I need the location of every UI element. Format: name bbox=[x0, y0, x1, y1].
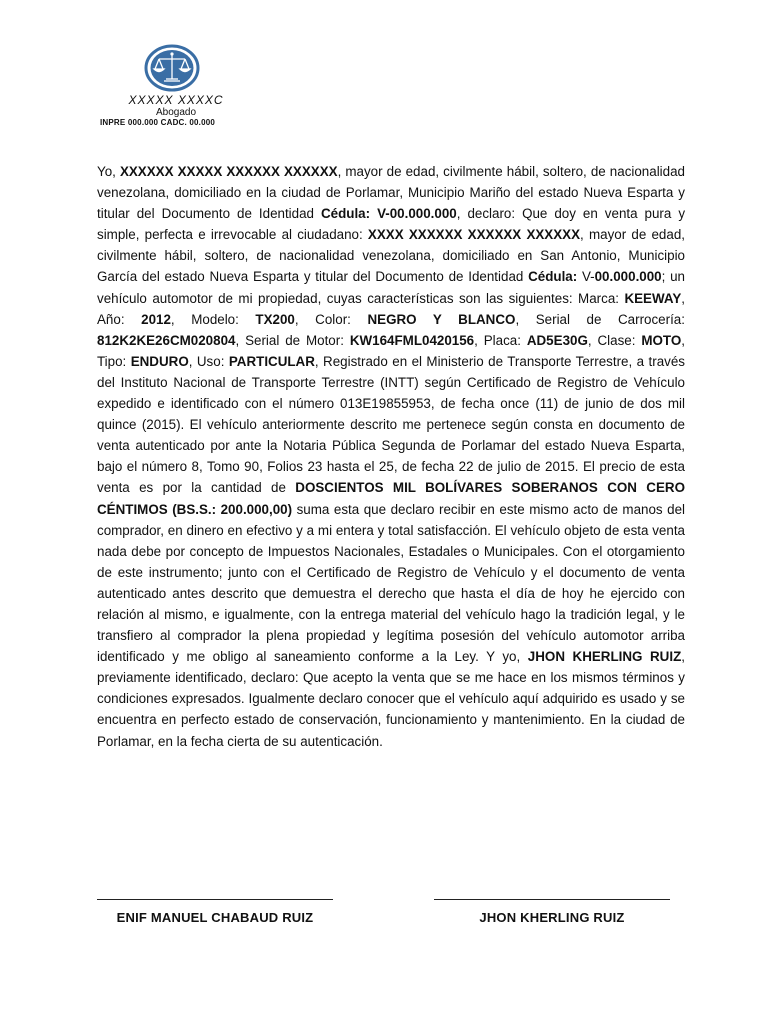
scales-of-justice-icon bbox=[144, 44, 200, 92]
document-body bbox=[97, 161, 685, 752]
bold-text-segment: TX200 bbox=[255, 311, 295, 327]
text-segment: , Tipo: bbox=[97, 332, 685, 369]
lawyer-name: XXXXX XXXXC bbox=[128, 93, 224, 107]
bold-text-segment: Cédula: bbox=[528, 269, 578, 285]
bold-text-segment: AD5E30G bbox=[526, 332, 588, 348]
text-segment: , Registrado en el Ministerio de Transporte Terrestre, a través del Instituto Nacional de Transporte Terrestre (INTT) según Certificado de Registro de Vehículo expedido e identificado con el número 013E19855953, de fecha once (11) de junio de dos mil quince (2015). El vehículo anteriormente descrito me pertenece según consta en documento de venta autenticado por ante la Notaria Pública Segunda de Porlamar del estado Nueva Esparta, bajo el número 8, Tomo 90, Folios 23 hasta el 25, de fecha 22 de julio de 2015. El precio de esta venta es por la cantidad de bbox=[97, 353, 685, 496]
text-segment: ; un vehículo automotor de mi propiedad, cuyas características son las siguientes: Marca: bbox=[97, 269, 685, 306]
text-segment: , Placa: bbox=[474, 332, 527, 348]
text-segment: , Serial de Motor: bbox=[235, 332, 350, 348]
bold-text-segment: XXXX XXXXXX XXXXXX XXXXXX bbox=[367, 227, 581, 243]
bold-text-segment: PARTICULAR bbox=[228, 353, 315, 369]
text-segment: , mayor de edad, civilmente hábil, soltero, de nacionalidad venezolana, domiciliado en la ciudad de Porlamar, Municipio Mariño del estado Nueva Esparta y titular del Documento de Identidad bbox=[97, 164, 685, 222]
bold-text-segment: ENDURO bbox=[130, 353, 189, 369]
bold-text-segment: 00.000.000 bbox=[594, 269, 662, 285]
bold-text-segment: KW164FML0420156 bbox=[349, 332, 475, 348]
text-segment: , Año: bbox=[97, 290, 685, 327]
seller-signature-line bbox=[97, 898, 333, 900]
bold-text-segment: DOSCIENTOS MIL BOLÍVARES SOBERANOS CON CERO CÉNTIMOS (BS.S.: 200.000,00) bbox=[97, 480, 685, 517]
bold-text-segment: NEGRO Y BLANCO bbox=[367, 311, 516, 327]
buyer-signature-line bbox=[434, 898, 670, 900]
bold-text-segment: KEEWAY bbox=[624, 290, 682, 306]
text-segment: , Color: bbox=[294, 311, 368, 327]
text-segment: , Serial de Carrocería: bbox=[515, 311, 685, 327]
text-segment: , Uso: bbox=[188, 353, 229, 369]
bold-text-segment: Cédula: V-00.000.000 bbox=[320, 206, 457, 222]
lawyer-title: Abogado bbox=[155, 107, 197, 118]
text-segment: , Clase: bbox=[587, 332, 642, 348]
bold-text-segment: 2012 bbox=[141, 311, 171, 327]
buyer-signature-block bbox=[432, 898, 672, 925]
text-segment: , mayor de edad, civilmente hábil, soltero, de nacionalidad venezolana, domiciliado en San Antonio, Municipio García del estado Nueva Esparta y titular del Documento de Identidad bbox=[97, 227, 685, 285]
bold-text-segment: XXXXXX XXXXX XXXXXX XXXXXX bbox=[119, 164, 338, 179]
lawyer-registration: INPRE 000.000 CADC. 00.000 bbox=[100, 118, 216, 127]
text-segment: V- bbox=[577, 269, 595, 285]
seller-signature-block bbox=[95, 898, 335, 925]
letterhead bbox=[96, 44, 256, 128]
bold-text-segment: MOTO bbox=[641, 332, 682, 348]
buyer-name: JHON KHERLING RUIZ bbox=[479, 910, 625, 925]
bold-text-segment: JHON KHERLING RUIZ bbox=[527, 649, 682, 665]
bold-text-segment: 812K2KE26CM020804 bbox=[97, 332, 236, 348]
text-segment: , declaro: Que doy en venta pura y simple, perfecta e irrevocable al ciudadano: bbox=[97, 206, 686, 243]
text-segment: , previamente identificado, declaro: Que acepto la venta que se me hace en los mismos términos y condiciones expresados. Igualmente declaro conocer que el vehículo aquí adquirido es usado y se encuentra en perfecto estado de conservación, funcionamiento y mantenimiento. En la ciudad de Porlamar, en la fecha cierta de su autenticación. bbox=[97, 649, 685, 749]
seller-name: ENIF MANUEL CHABAUD RUIZ bbox=[116, 910, 314, 925]
text-segment: suma esta que declaro recibir en este mismo acto de manos del comprador, en dinero en efectivo y a mi entera y total satisfacción. El vehículo objeto de esta venta nada debe por concepto de Impuestos Nacionales, Estadales o Municipales. Con el otorgamiento de este instrumento; junto con el Certificado de Registro de Vehículo y el documento de venta autenticado antes descrito que demuestra el derecho que hasta el día de hoy he ejercido con relación al mismo, e igualmente, con la entrega material del vehículo hago la tradición legal, y le transfiero al comprador la plena propiedad y legítima posesión del vehículo automotor arriba identificado y me obligo al saneamiento conforme a la Ley. Y yo, bbox=[97, 501, 685, 665]
text-segment: Yo, bbox=[97, 164, 120, 179]
text-segment: , Modelo: bbox=[170, 311, 256, 327]
